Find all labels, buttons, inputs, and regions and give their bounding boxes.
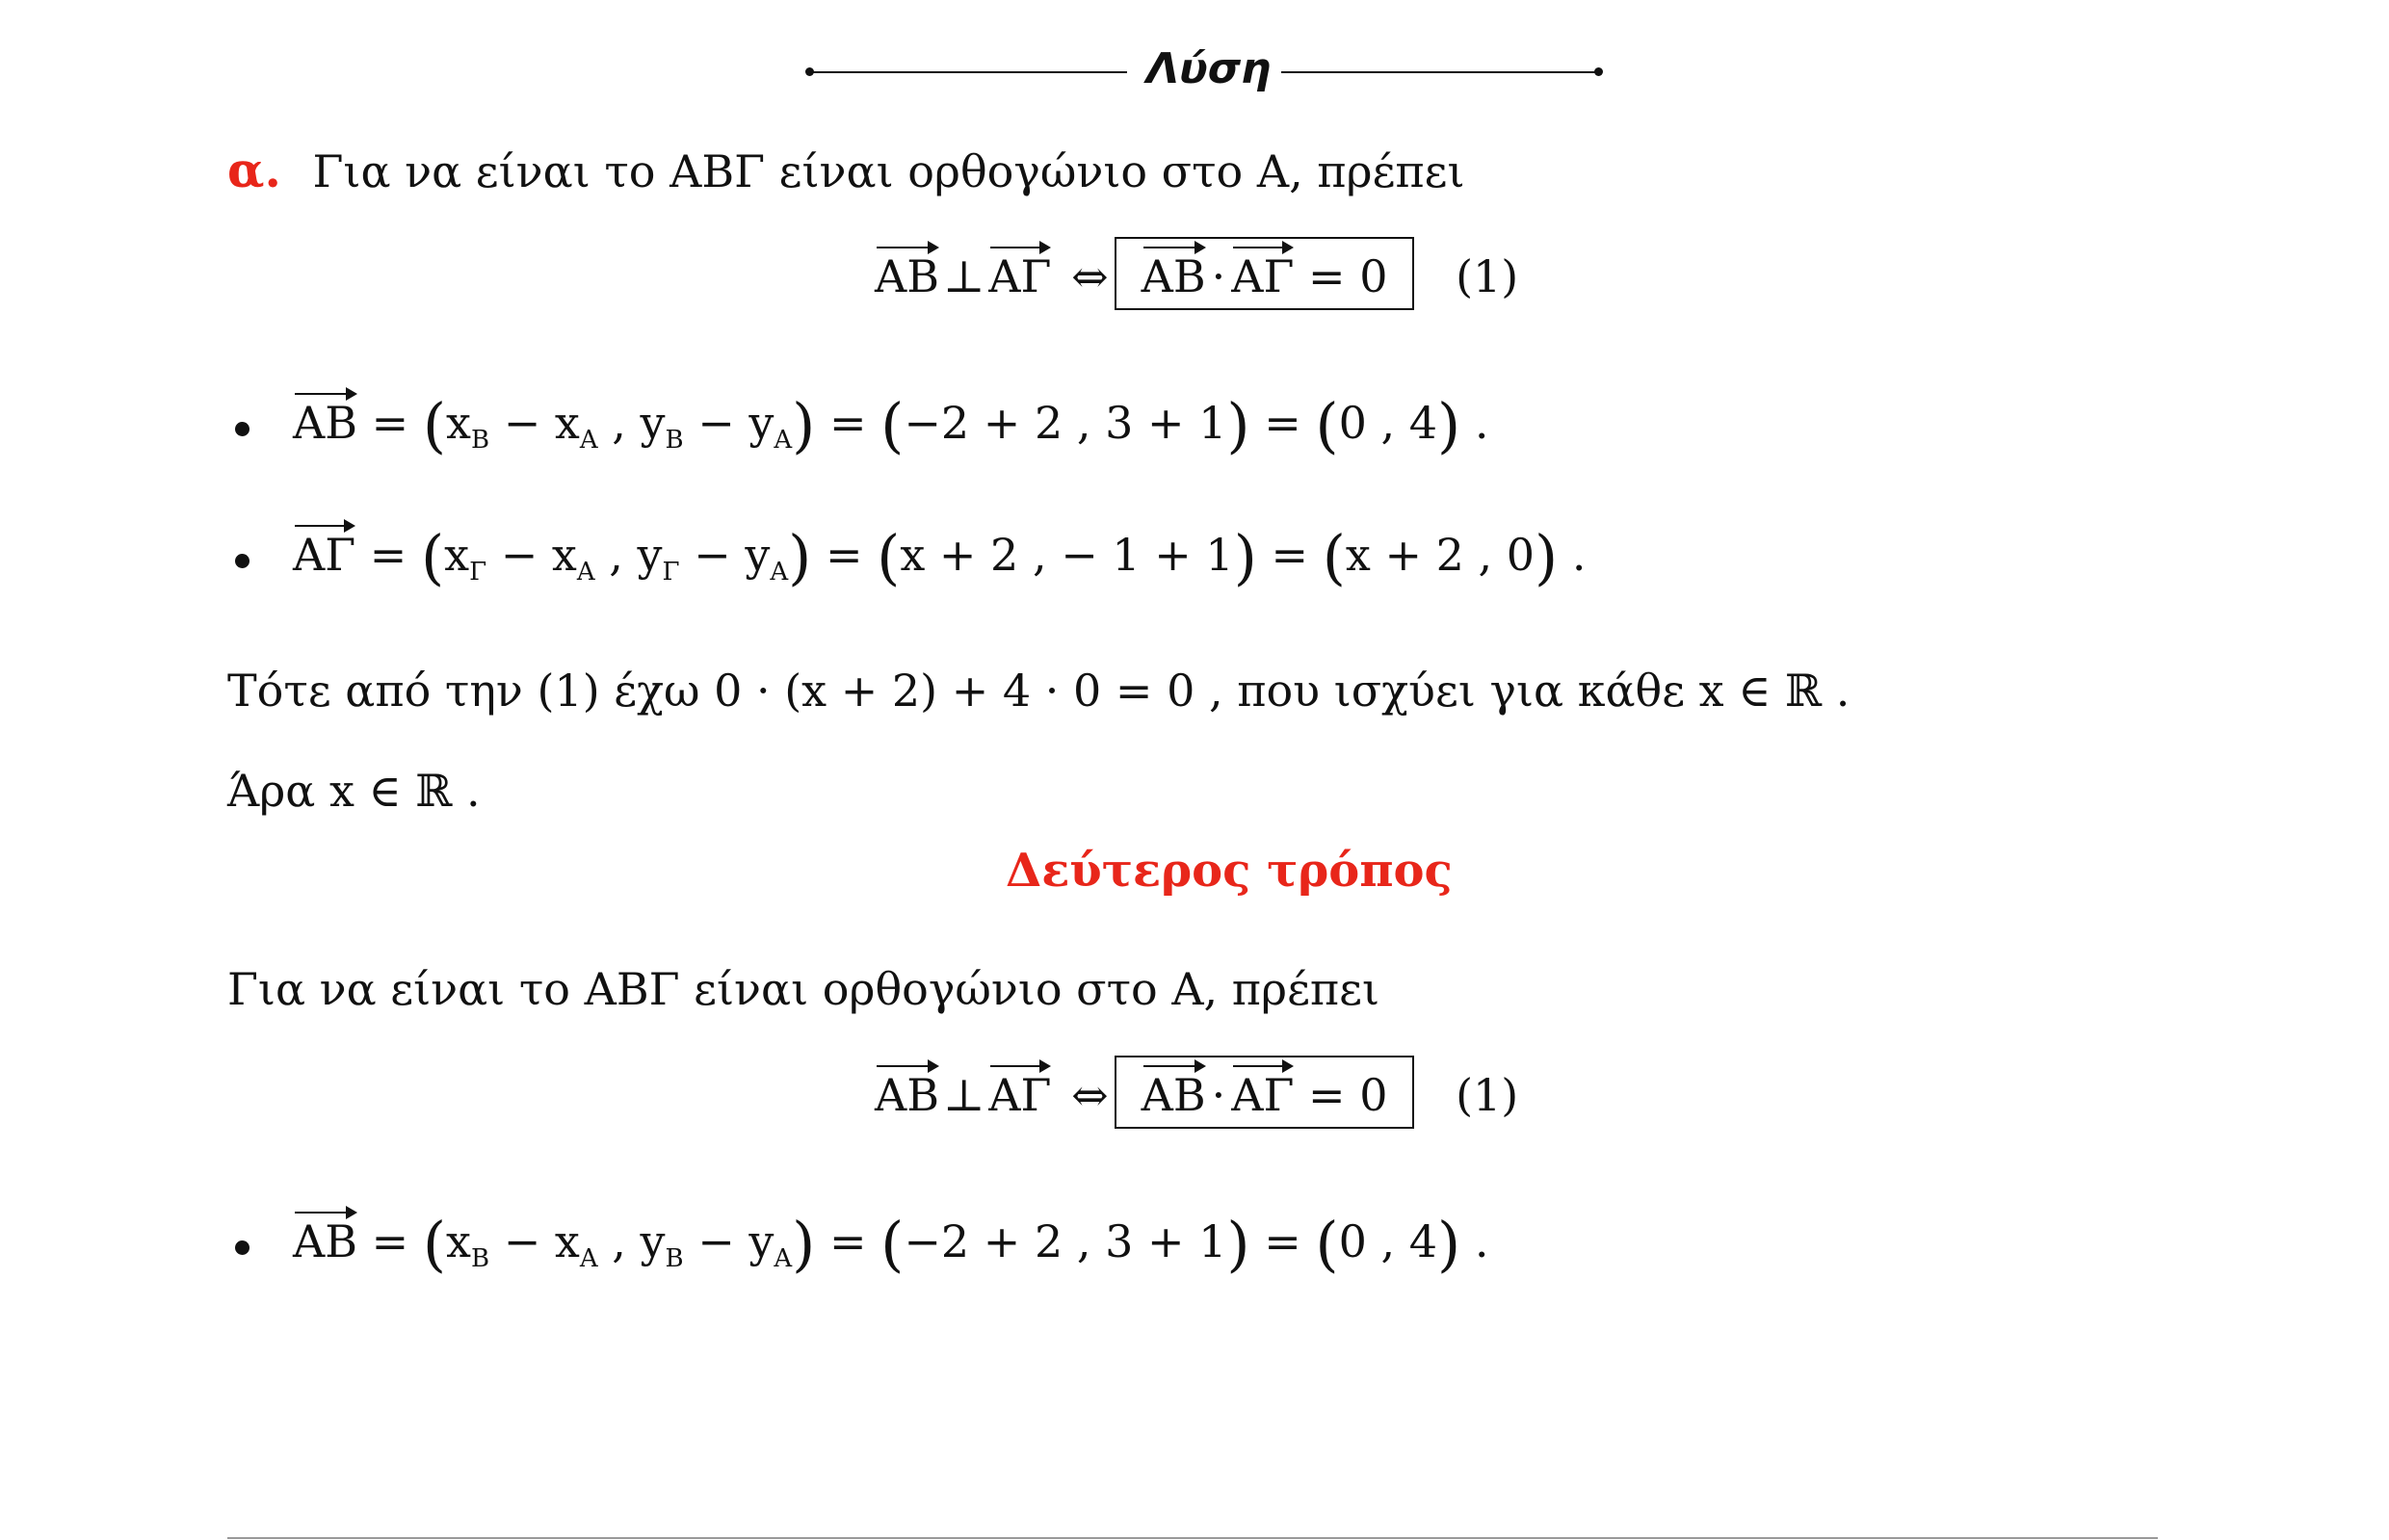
vector-ag: ΑΓ bbox=[988, 1065, 1051, 1117]
bullet-ab-coordinates bbox=[293, 390, 1489, 460]
result-coordinates: 0 , 4 bbox=[1338, 1215, 1438, 1267]
subscript: Γ bbox=[662, 558, 680, 587]
period: . bbox=[1558, 529, 1587, 581]
right-paren: ) bbox=[1226, 1209, 1250, 1279]
bullet-marker bbox=[235, 422, 249, 436]
minus-x: − x bbox=[489, 1215, 580, 1267]
boxed-rhs: = 0 bbox=[1308, 250, 1388, 302]
vector-ag: ΑΓ bbox=[293, 525, 355, 577]
subscript: B bbox=[470, 1244, 490, 1273]
result-coordinates: 0 , 4 bbox=[1338, 397, 1438, 449]
dot-product-symbol: · bbox=[1211, 250, 1226, 302]
subscript: A bbox=[579, 1244, 598, 1273]
equals: = bbox=[371, 397, 409, 449]
minus-y: − y bbox=[679, 529, 771, 581]
right-paren: ) bbox=[1535, 522, 1559, 592]
boxed-vector-ag: ΑΓ bbox=[1231, 1065, 1294, 1117]
equals: = bbox=[369, 529, 407, 581]
footer-rule bbox=[227, 1537, 2158, 1539]
iff-symbol: ⇔ bbox=[1071, 1069, 1109, 1121]
computed-difference: x + 2 , − 1 + 1 bbox=[900, 529, 1234, 581]
subscript: A bbox=[576, 558, 595, 587]
vector-ab: ΑΒ bbox=[875, 247, 939, 299]
boxed-vector-ab: ΑΒ bbox=[1142, 247, 1206, 299]
equals: = bbox=[371, 1215, 409, 1267]
x-symbol: x bbox=[446, 397, 471, 449]
subscript: A bbox=[774, 426, 793, 455]
subscript: Γ bbox=[469, 558, 487, 587]
left-paren: ( bbox=[1315, 390, 1339, 460]
computed-difference: −2 + 2 , 3 + 1 bbox=[904, 397, 1227, 449]
left-paren: ( bbox=[1315, 1209, 1339, 1279]
section-title: Λύση bbox=[1146, 44, 1272, 93]
equals: = bbox=[1264, 1215, 1316, 1267]
header-left-rule bbox=[809, 71, 1127, 73]
minus-y: − y bbox=[683, 397, 774, 449]
left-paren: ( bbox=[422, 1209, 447, 1279]
equation-ref: (1) bbox=[1456, 1069, 1519, 1121]
subscript: B bbox=[665, 426, 684, 455]
equals: = bbox=[828, 397, 881, 449]
subscript: A bbox=[774, 1244, 793, 1273]
left-paren: ( bbox=[877, 522, 901, 592]
vector-ab: ΑΒ bbox=[875, 1065, 939, 1117]
result-coordinates: x + 2 , 0 bbox=[1345, 529, 1536, 581]
vector-ag: ΑΓ bbox=[988, 247, 1051, 299]
left-paren: ( bbox=[422, 390, 447, 460]
boxed-vector-ag: ΑΓ bbox=[1231, 247, 1294, 299]
right-paren: ) bbox=[1233, 522, 1257, 592]
boxed-rhs: = 0 bbox=[1308, 1069, 1388, 1121]
dot-product-symbol: · bbox=[1211, 1069, 1226, 1121]
header-right-dot bbox=[1594, 67, 1603, 76]
comma-y: , y bbox=[597, 397, 666, 449]
second-way-bullet-ab bbox=[293, 1209, 1489, 1279]
left-paren: ( bbox=[880, 390, 905, 460]
x-symbol: x bbox=[446, 1215, 471, 1267]
period: . bbox=[1460, 397, 1489, 449]
comma-y: , y bbox=[594, 529, 663, 581]
conclusion-line: Άρα x ∈ ℝ . bbox=[227, 765, 481, 817]
vector-ab: ΑΒ bbox=[293, 393, 357, 445]
right-paren: ) bbox=[1437, 390, 1461, 460]
equals: = bbox=[825, 529, 878, 581]
period: . bbox=[1460, 1215, 1489, 1267]
right-paren: ) bbox=[1226, 390, 1250, 460]
left-paren: ( bbox=[1322, 522, 1346, 592]
second-way-heading: Δεύτερος τρόπος bbox=[1006, 844, 1453, 898]
subscript: B bbox=[470, 426, 490, 455]
minus-x: − x bbox=[486, 529, 577, 581]
perp-symbol: ⊥ bbox=[943, 1069, 985, 1121]
left-paren: ( bbox=[420, 522, 445, 592]
bullet-marker bbox=[235, 554, 249, 568]
right-paren: ) bbox=[788, 522, 812, 592]
subscript: A bbox=[770, 558, 789, 587]
bullet-marker bbox=[235, 1240, 249, 1255]
boxed-condition bbox=[1115, 237, 1415, 310]
right-paren: ) bbox=[792, 390, 816, 460]
computed-difference: −2 + 2 , 3 + 1 bbox=[904, 1215, 1227, 1267]
part-a-equation bbox=[875, 237, 1518, 310]
left-paren: ( bbox=[880, 1209, 905, 1279]
second-way-equation bbox=[875, 1056, 1518, 1129]
subscript: A bbox=[579, 426, 598, 455]
iff-symbol: ⇔ bbox=[1071, 250, 1109, 302]
perp-symbol: ⊥ bbox=[943, 250, 985, 302]
vector-ab: ΑΒ bbox=[293, 1212, 357, 1264]
boxed-vector-ab: ΑΒ bbox=[1142, 1065, 1206, 1117]
bullet-ag-coordinates bbox=[293, 522, 1587, 592]
minus-y: − y bbox=[683, 1215, 774, 1267]
part-a-intro: Για να είναι το ΑΒΓ είναι ορθογώνιο στο Α, πρέπει bbox=[312, 145, 1465, 197]
right-paren: ) bbox=[792, 1209, 816, 1279]
second-way-intro: Για να είναι το ΑΒΓ είναι ορθογώνιο στο Α, πρέπει bbox=[227, 963, 1379, 1015]
x-symbol: x bbox=[444, 529, 470, 581]
header-right-rule bbox=[1281, 71, 1599, 73]
part-a-label: α. bbox=[227, 142, 281, 198]
then-statement: Τότε από την (1) έχω 0 · (x + 2) + 4 · 0 = 0 , που ισχύει για κάθε x ∈ ℝ . bbox=[227, 665, 1851, 717]
comma-y: , y bbox=[597, 1215, 666, 1267]
equals: = bbox=[1264, 397, 1316, 449]
right-paren: ) bbox=[1437, 1209, 1461, 1279]
equals: = bbox=[828, 1215, 881, 1267]
subscript: B bbox=[665, 1244, 684, 1273]
equation-ref: (1) bbox=[1456, 250, 1519, 302]
boxed-condition bbox=[1115, 1056, 1415, 1129]
minus-x: − x bbox=[489, 397, 580, 449]
part-a-intro-line bbox=[227, 142, 1465, 198]
equals: = bbox=[1271, 529, 1323, 581]
